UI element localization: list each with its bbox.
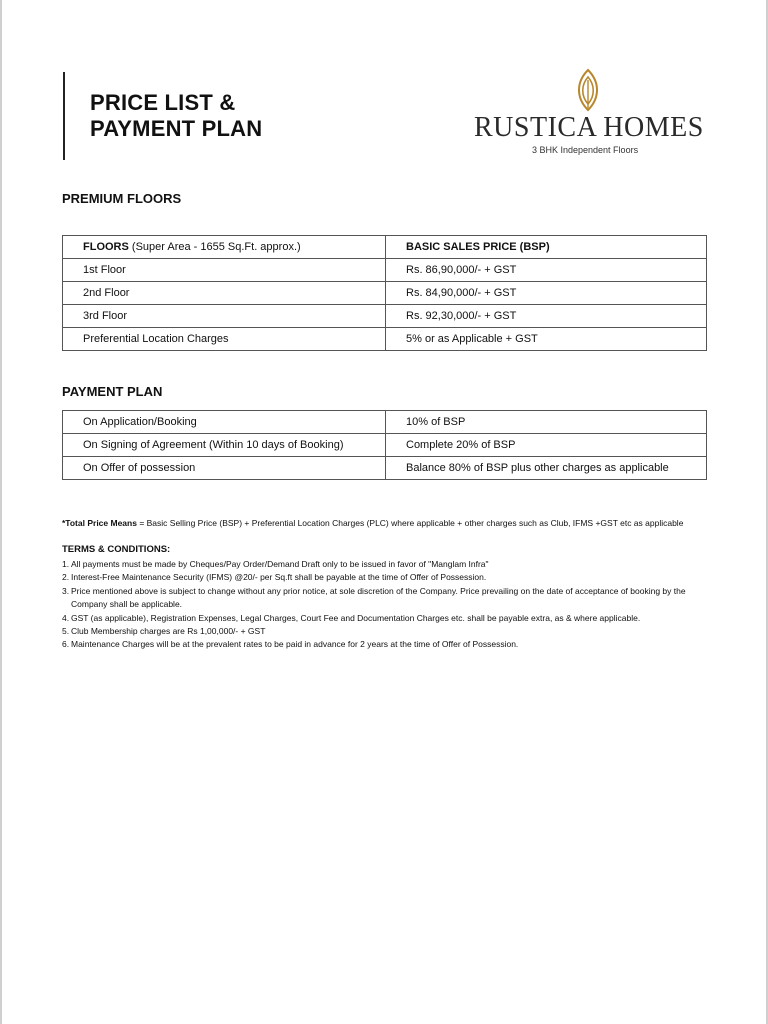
note-text: = Basic Selling Price (BSP) + Preferential Location Charges (PLC) where applicable + other charges such as Club, IFMS +GST etc as applicable [136,518,684,528]
premium-floors-heading: PREMIUM FLOORS [62,191,182,206]
note-label: *Total Price Means [62,518,137,528]
term-number: 4. [62,612,70,623]
floors-header-note: (Super Area - 1655 Sq.Ft. approx.) [131,241,301,253]
price-cell: 5% or as Applicable + GST [386,328,707,351]
list-item [62,625,722,638]
term-text: All payments must be made by Cheques/Pay Order/Demand Draft only to be issued in favor of "Manglam Infra" [71,559,489,569]
list-item [62,585,722,612]
term-text: GST (as applicable), Registration Expenses, Legal Charges, Court Fee and Documentation Charges etc. shall be payable extra, as & where applicable. [71,612,641,623]
page-title [90,90,262,142]
list-item [62,571,722,584]
amount-cell: Balance 80% of BSP plus other charges as applicable [386,457,707,480]
floor-cell: Preferential Location Charges [63,328,386,351]
term-text: Price mentioned above is subject to change without any prior notice, at sole discretion of the Company. Price prevailing on the date of acceptance of booking by the Company shall be applicable. [71,585,686,610]
floors-header-label: FLOORS [83,241,129,253]
term-text: Interest-Free Maintenance Security (IFMS) @20/- per Sq.ft shall be payable at the time of Offer of Possession. [71,572,487,583]
title-line-2: PAYMENT PLAN [90,116,263,141]
term-number: 5. [62,626,70,637]
price-cell: Rs. 84,90,000/- + GST [386,282,707,305]
list-item [62,558,722,571]
price-cell: Rs. 92,30,000/- + GST [386,305,707,328]
term-number: 6. [62,639,70,650]
floor-cell: 3rd Floor [63,305,386,328]
title-divider [63,72,65,160]
floors-column-header [63,236,386,259]
terms-heading: TERMS & CONDITIONS: [62,544,171,555]
leaf-icon [572,68,604,112]
list-item [62,612,722,625]
brand-name: RUSTICA HOMES [474,112,704,143]
price-cell: Rs. 86,90,000/- + GST [386,259,707,282]
floor-cell: 2nd Floor [63,282,386,305]
term-text: Club Membership charges are Rs 1,00,000/- + GST [71,626,266,637]
payment-plan-heading: PAYMENT PLAN [62,384,163,399]
term-number: 3. [62,585,70,596]
amount-cell: 10% of BSP [386,411,707,434]
title-line-1: PRICE LIST & [90,90,236,115]
bsp-column-header: BASIC SALES PRICE (BSP) [386,236,707,259]
page-border-left [0,0,2,1024]
table-row [63,259,707,282]
table-row [63,411,707,434]
total-price-note [62,518,683,528]
stage-cell: On Signing of Agreement (Within 10 days of Booking) [63,434,386,457]
list-item [62,638,722,651]
table-row [63,434,707,457]
floor-cell: 1st Floor [63,259,386,282]
table-row [63,282,707,305]
payment-plan-table [62,410,707,480]
stage-cell: On Offer of possession [63,457,386,480]
amount-cell: Complete 20% of BSP [386,434,707,457]
term-number: 1. [62,559,70,569]
table-header-row [63,236,707,259]
table-row [63,305,707,328]
stage-cell: On Application/Booking [63,411,386,434]
table-row [63,328,707,351]
brand-subtitle: 3 BHK Independent Floors [532,145,639,155]
term-number: 2. [62,572,70,583]
premium-floors-table [62,235,707,351]
table-row [63,457,707,480]
term-text: Maintenance Charges will be at the prevalent rates to be paid in advance for 2 years at the time of Offer of Possession. [71,639,519,650]
terms-list [62,558,722,652]
